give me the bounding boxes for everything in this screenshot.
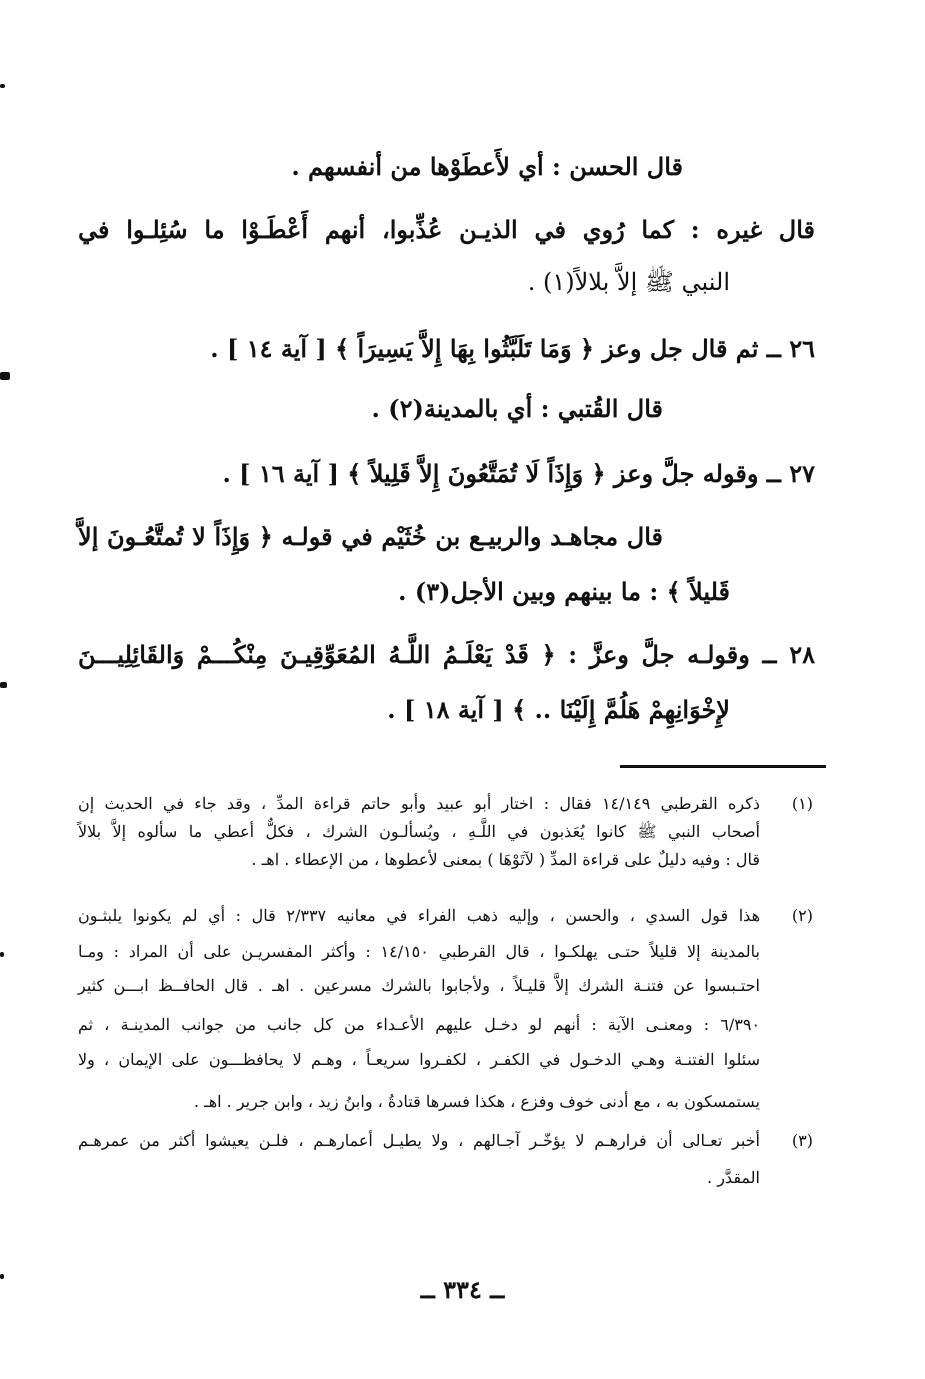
main-line-7: قال مجاهـد والربيـع بن خُثَيْم في قولـه ﴿ وَإِذَاً لا تُمتَّعُـونَ إلاَّ: [78, 522, 663, 551]
verse-28-line-1: ٢٨ ــ وقولـه جلَّ وعزَّ : ﴿ قَدْ يَعْلَـمُ اللَّـهُ المُعَوِّقِيـنَ مِنْكُـــمْ وَالقَائِلِيـــنَ: [78, 640, 815, 669]
scan-mark: [0, 952, 4, 957]
page-number: ــ ٣٣٤ ــ: [420, 1275, 505, 1304]
footnote-2-line-5: سئلوا الفتنـة وهـي الدخـول في الكفـر ، لكفـروا سريعـاً ، وهـم لا يحافظـــون على الإيمان ، ولا: [78, 1050, 760, 1069]
footnote-2-line-2: بالمدينة إلا قليلاً حتـى يهلكـوا ، قال القرطبي ١٤/١٥٠ : وأكثر المفسريـن على أن المراد : ومـا: [78, 942, 760, 961]
footnote-3-number: (٣): [791, 1131, 813, 1150]
scan-mark: [0, 1274, 4, 1279]
scan-mark: [0, 372, 10, 380]
main-line-2: قال غيره : كما رُوي في الذيـن عُذِّبوا، أنهم أَعْطَـوْا ما سُئِلـوا في: [78, 215, 815, 244]
main-line-1: قال الحسن : أي لأَعطَوْها من أنفسهم .: [291, 152, 683, 181]
footnote-3-line-1: أخبر تعـالى أن فرارهـم لا يؤخّـر آجـالهم ، ولا يطيـل أعمارهـم ، فلـن يعيشوا أكثر من عمرهـم: [78, 1131, 760, 1150]
main-line-8: قَليلاً ﴾ : ما بينهم وبين الأجل(٣) .: [398, 577, 730, 606]
footnote-1-line-1: ذكره القرطبي ١٤/١٤٩ فقال : اختار أبو عبيد وأبو حاتم قراءة المدِّ ، وقد جاء في الحديث إن: [78, 794, 761, 813]
verse-27-line: ٢٧ ــ وقوله جلَّ وعز ﴿ وَإِذَاً لَا تُمَتَّعُونَ إِلاَّ قَلِيلاً ﴾ [ آية ١٦ ] .: [222, 459, 815, 488]
scan-mark: [0, 84, 5, 88]
footnote-2-line-4: ٦/٣٩٠ : ومعنـى الآية : أنهم لو دخـل عليهم الأعـداء من كل جانب من جوانب المدينـة ، ثم: [78, 1015, 760, 1034]
verse-28-line-2: لإِخْوَانِهِمْ هَلُمَّ إِلَيْنَا .. ﴾ [ آية ١٨ ] .: [387, 695, 730, 724]
main-line-3: النبي ﷺ إلاَّ بلالاً(١) .: [527, 268, 730, 296]
footnote-1-number: (١): [791, 794, 813, 813]
footnote-2-line-3: احتـبسوا عن فتنـة الشرك إلاَّ قليـلاً ، ولأجابوا بالشرك مسرعين . اهـ . قال الحافــظ ابـــن كثير: [78, 976, 760, 995]
main-line-5: قال القُتبي : أي بالمدينة(٢) .: [371, 394, 663, 423]
footnote-1-line-3: قال : وفيه دليلٌ على قراءة المدِّ ( لآتَوْهَا ) بمعنى لأعطوها ، من الإعطاء . اهـ .: [251, 850, 760, 869]
footnote-3-line-2: المقدَّر .: [707, 1168, 760, 1187]
footnote-2-number: (٢): [791, 906, 813, 925]
footnote-1-line-2: أصحاب النبي ﷺ كانوا يُعَذبون في اللَّـهِ ، ويُسألـون الشرك ، فكلٌّ أعطي ما سألوه إلاَّ بلالاً: [78, 822, 760, 841]
footnote-2-line-6: يستمسكون به ، مع أدنى خوف وفزع ، هكذا فسرها قتادةُ ، وابنُ زيد ، وابن جرير . اهـ .: [193, 1092, 760, 1111]
footnote-2-line-1: هذا قول السدي ، والحسن ، وإليه ذهب الفراء في معانيه ٢/٣٣٧ قال : أي لم يكونوا يلبثـون: [78, 906, 761, 925]
verse-26-line: ٢٦ ــ ثم قال جل وعز ﴿ وَمَا تَلَبَّثُوا بِهَا إِلاَّ يَسِيرَاً ﴾ [ آية ١٤ ] .: [210, 334, 815, 363]
footnote-separator: [620, 765, 826, 768]
scan-mark: [0, 682, 7, 688]
